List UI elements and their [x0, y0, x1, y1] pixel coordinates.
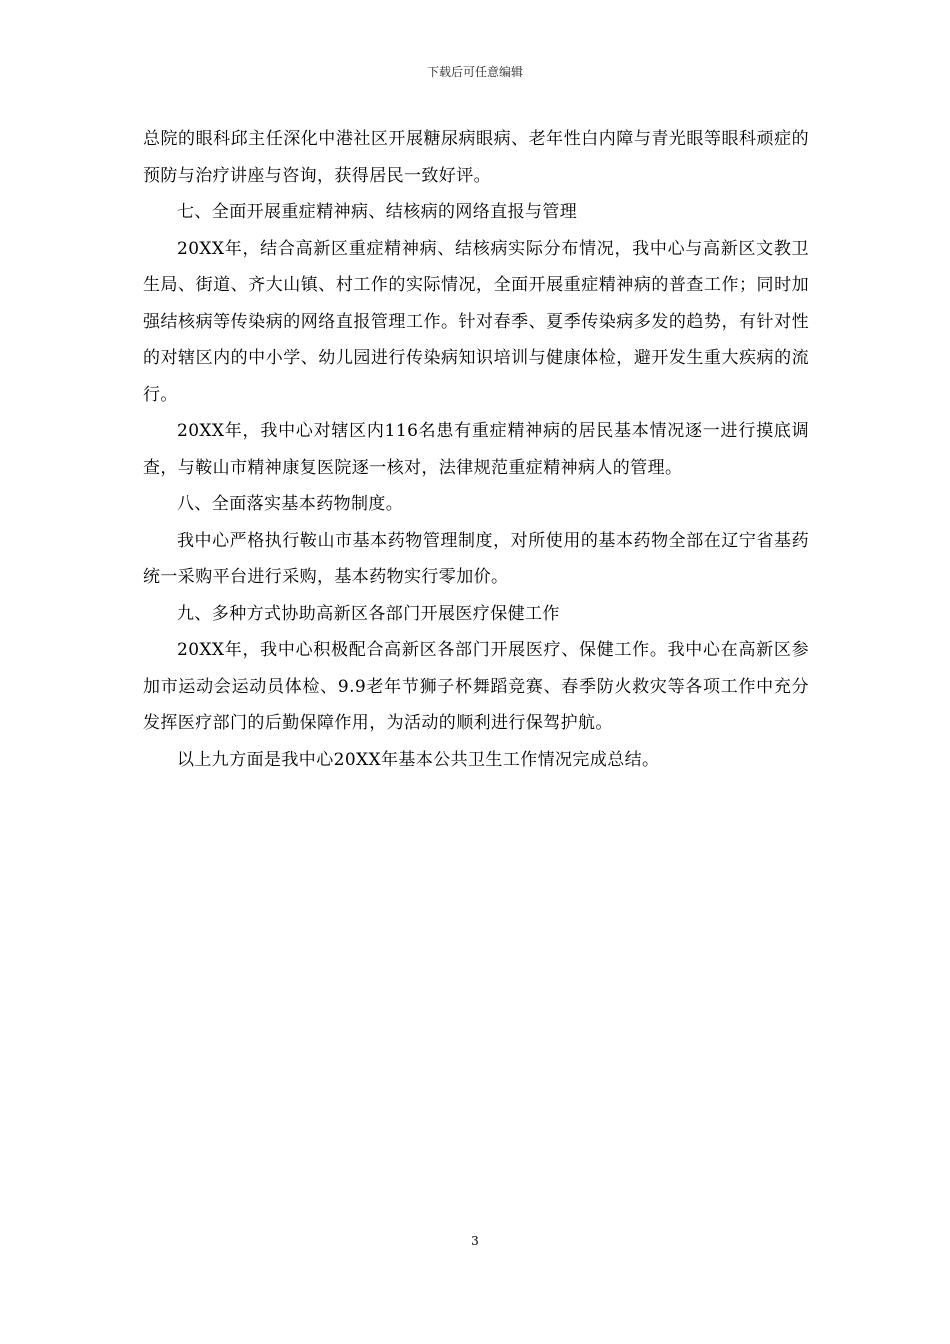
page-header: 下载后可任意编辑: [426, 65, 523, 79]
paragraph: 我中心严格执行鞍山市基本药物管理制度，对所使用的基本药物全部在辽宁省基药统一采购平台进行采购，基本药物实行零加价。: [143, 530, 809, 587]
paragraph: 20XX年，我中心对辖区内116名患有重症精神病的居民基本情况逐一进行摸底调查，与鞍山市精神康复医院逐一核对，法律规范重症精神病人的管理。: [143, 421, 809, 478]
page-number: 3: [471, 1234, 479, 1248]
paragraph: 20XX年，结合高新区重症精神病、结核病实际分布情况，我中心与高新区文教卫生局、街道、齐大山镇、村工作的实际情况，全面开展重症精神病的普查工作；同时加强结核病等传染病的网络直报管理工作。针对春季、夏季传染病多发的趋势，有针对性的对辖区内的中小学、幼儿园进行传染病知识培训与健康体检，避开发生重大疾病的流行。: [143, 238, 809, 405]
section-heading-9: 九、多种方式协助高新区各部门开展医疗保健工作: [177, 603, 560, 624]
document-body: [143, 121, 809, 778]
closing-paragraph: 以上九方面是我中心20XX年基本公共卫生工作情况完成总结。: [177, 749, 660, 770]
paragraph-continuation: 总院的眼科邱主任深化中港社区开展糖尿病眼病、老年性白内障与青光眼等眼科顽症的预防与治疗讲座与咨询，获得居民一致好评。: [143, 129, 809, 186]
section-heading-7: 七、全面开展重症精神病、结核病的网络直报与管理: [177, 202, 578, 222]
section-heading-8: 八、全面落实基本药物制度。: [177, 494, 404, 514]
paragraph: 20XX年，我中心积极配合高新区各部门开展医疗、保健工作。我中心在高新区参加市运动会运动员体检、9.9老年节狮子杯舞蹈竞赛、春季防火救灾等各项工作中充分发挥医疗部门的后勤保障作用，为活动的顺利进行保驾护航。: [143, 640, 809, 733]
